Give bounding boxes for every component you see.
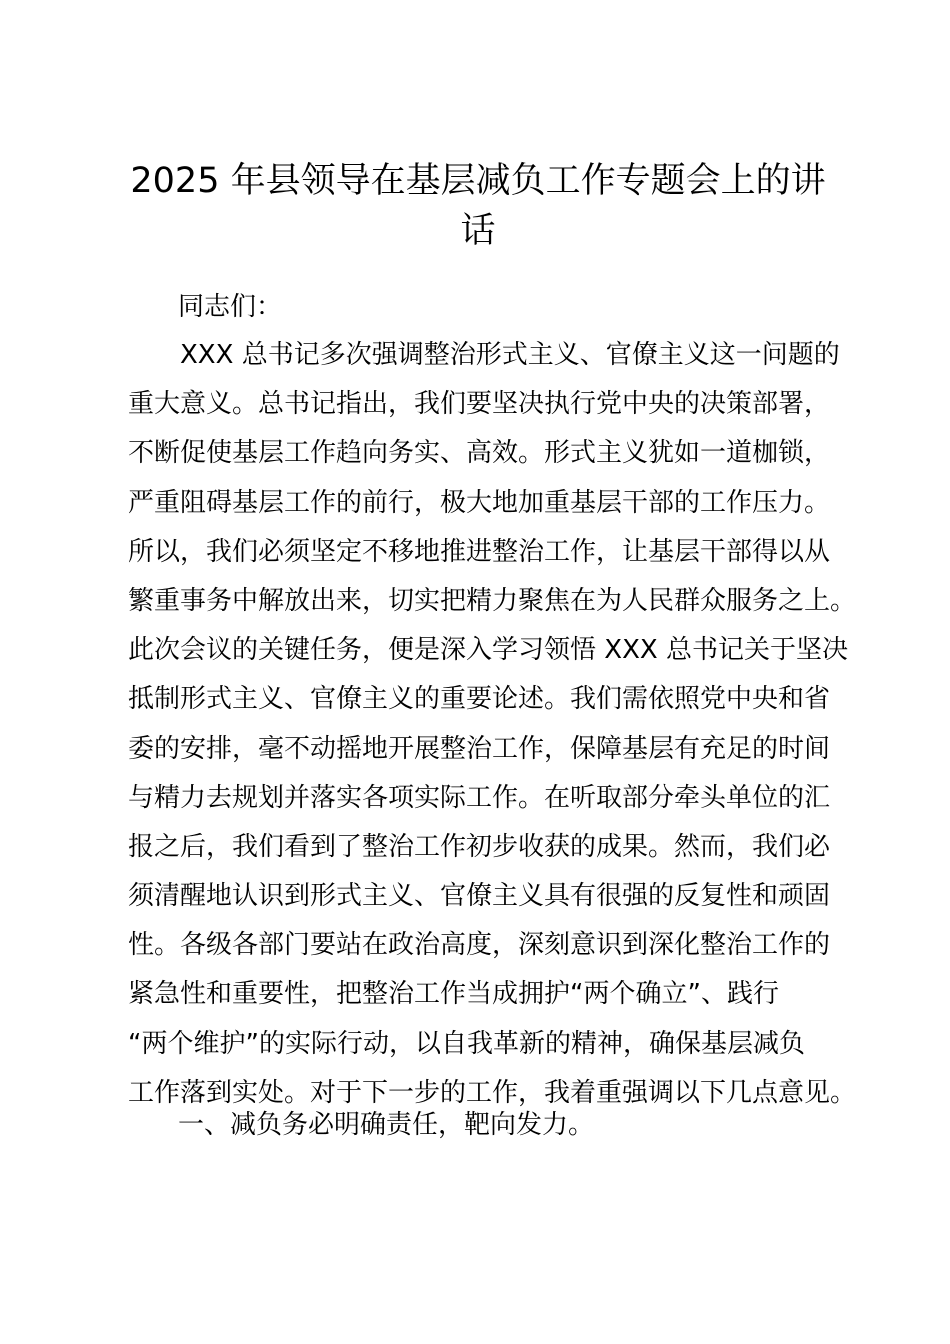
section-heading: 一、减负务必明确责任，靶向发力。	[178, 1110, 595, 1140]
paragraph-line: 报之后，我们看到了整治工作初步收获的成果。然而，我们必	[128, 831, 831, 862]
paragraph-line: 抵制形式主义、官僚主义的重要论述。我们需依照党中央和省	[128, 684, 831, 715]
paragraph-line: 繁重事务中解放出来，切实把精力聚焦在为人民群众服务之上。	[128, 585, 857, 616]
paragraph-line: XXX 总书记多次强调整治形式主义、官僚主义这一问题的	[128, 340, 840, 370]
paragraph-line: 紧急性和重要性，把整治工作当成拥护“两个确立”、践行	[128, 979, 779, 1010]
paragraph-line: 所以，我们必须坚定不移地推进整治工作，让基层干部得以从	[128, 536, 831, 567]
paragraph-line: 须清醒地认识到形式主义、官僚主义具有很强的反复性和顽固	[128, 881, 831, 912]
paragraph-line: 委的安排，毫不动摇地开展整治工作，保障基层有充足的时间	[128, 733, 831, 764]
paragraph-line: 工作落到实处。对于下一步的工作，我着重强调以下几点意见。	[128, 1077, 857, 1108]
paragraph-line: 严重阻碍基层工作的前行，极大地加重基层干部的工作压力。	[128, 487, 831, 518]
paragraph-line: 重大意义。总书记指出，我们要坚决执行党中央的决策部署，	[128, 389, 831, 420]
paragraph-line: “两个维护”的实际行动，以自我革新的精神，确保基层减负	[128, 1028, 805, 1059]
paragraph-line: 此次会议的关键任务，便是深入学习领悟 XXX 总书记关于坚决	[128, 635, 848, 666]
document-title: 2025 年县领导在基层减负工作专题会上的讲话	[130, 161, 826, 251]
paragraph-line: 性。各级各部门要站在政治高度，深刻意识到深化整治工作的	[128, 930, 831, 961]
salutation: 同志们：	[178, 292, 283, 322]
paragraph-line: 与精力去规划并落实各项实际工作。在听取部分牵头单位的汇	[128, 782, 831, 813]
paragraph-line: 不断促使基层工作趋向务实、高效。形式主义犹如一道枷锁，	[128, 438, 831, 469]
body-paragraph	[128, 331, 857, 1118]
